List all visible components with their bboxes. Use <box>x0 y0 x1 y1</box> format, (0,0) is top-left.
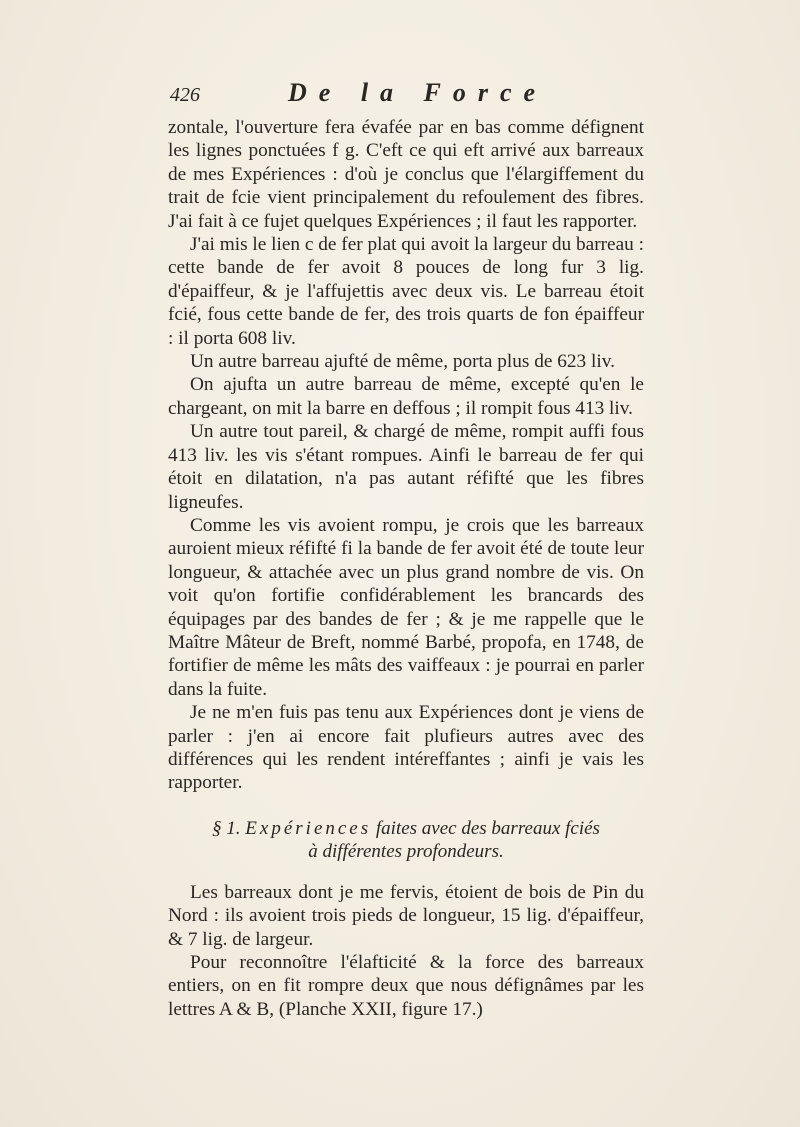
running-title: De la Force <box>288 78 548 107</box>
paragraph-5: Un autre tout pareil, & chargé de même, rompit auffi fous 413 liv. les vis s'étant rompues. Ainfi le barreau de fer qui étoit en dilatation, n'a pas autant réfifté que les fibres ligneufes. <box>168 421 644 513</box>
paragraph-9: Pour reconnoître l'élafticité & la force des barreaux entiers, on en fit rompre deux que nous défignâmes par les lettres A & B, (Planche XXII, figure 17.) <box>168 952 644 1020</box>
paragraph-7: Je ne m'en fuis pas tenu aux Expériences dont je viens de parler : j'en ai encore fait plufieurs autres avec des différences qui les rendent intéreffantes ; ainfi je vais les rapporter. <box>168 702 644 794</box>
section-number: § 1. <box>212 817 241 839</box>
paragraph-4: On ajufta un autre barreau de même, excepté qu'en le chargeant, on mit la barre en deffous ; il rompit fous 413 liv. <box>168 374 644 419</box>
section-title-rest: faites avec des barreaux fciés <box>375 817 600 839</box>
section-title-caps: Expériences <box>245 817 372 839</box>
paragraph-3: Un autre barreau ajufté de même, porta plus de 623 liv. <box>190 351 615 373</box>
page-header <box>170 78 630 112</box>
paragraph-6: Comme les vis avoient rompu, je crois que les barreaux auroient mieux réfifté fi la bande de fer avoit été de toute leur longueur, & attachée avec un plus grand nombre de vis. On voit qu'on fortifie confidérablement les brancards des équipages par des bandes de fer ; & je me rappelle que le Maître Mâteur de Breft, nommé Barbé, propofa, en 1748, de fortifier de même les mâts des vaiffeaux : je pourrai en parler dans la fuite. <box>168 514 644 700</box>
body-text <box>168 116 644 1021</box>
section-heading-line-1 <box>168 817 644 840</box>
section-heading-line-2: à différentes profondeurs. <box>308 840 504 862</box>
section-heading <box>168 817 644 863</box>
paragraph-2: J'ai mis le lien c de fer plat qui avoit la largeur du barreau : cette bande de fer avoit 8 pouces de long fur 3 lig. d'épaiffeur, & je l'affujettis avec deux vis. Le barreau étoit fcié, fous cette bande de fer, des trois quarts de fon épaiffeur : il porta 608 liv. <box>168 234 644 349</box>
paragraph-8: Les barreaux dont je me fervis, étoient de bois de Pin du Nord : ils avoient trois pieds de longueur, 15 lig. d'épaiffeur, & 7 lig. de largeur. <box>168 881 644 950</box>
page-number: 426 <box>170 84 200 106</box>
paragraph-1: zontale, l'ouverture fera évafée par en bas comme défignent les lignes ponctuées f g. C'eft ce qui eft arrivé aux barreaux de mes Expériences : d'où je conclus que l'élargiffement du trait de fcie vient principalement du refoulement des fibres. J'ai fait à ce fujet quelques Expériences ; il faut les rapporter. <box>168 117 644 232</box>
